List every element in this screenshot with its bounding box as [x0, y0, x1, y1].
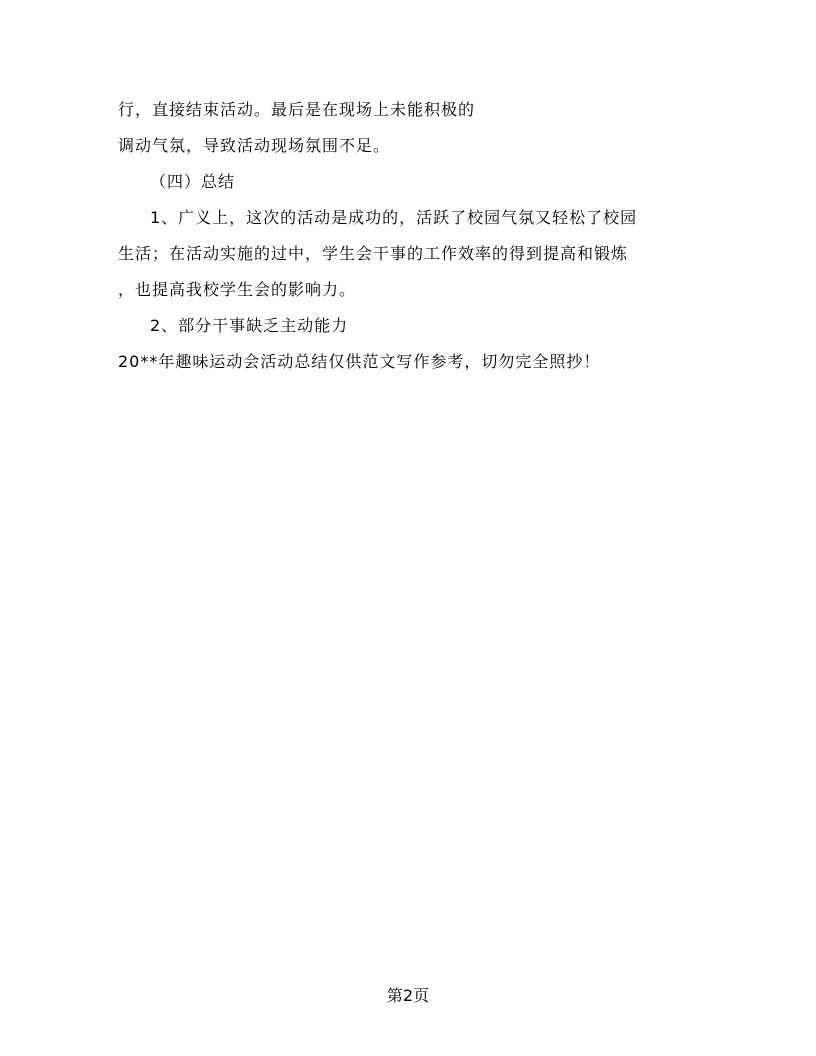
page-number: 第2页 — [386, 986, 430, 1005]
list-item-2: 2、部分干事缺乏主动能力 — [150, 316, 349, 335]
body-line-2: 调动气氛，导致活动现场氛围不足。 — [118, 136, 391, 155]
list-item-1-line-3: ，也提高我校学生会的影响力。 — [118, 280, 357, 299]
list-item-1-line-1: 1、广义上，这次的活动是成功的，活跃了校园气氛又轻松了校园 — [150, 208, 638, 227]
section-heading-summary: （四）总结 — [150, 172, 236, 191]
reference-note: 20**年趣味运动会活动总结仅供范文写作参考，切勿完全照抄！ — [118, 352, 601, 371]
body-line-1: 行，直接结束活动。最后是在现场上未能积极的 — [118, 100, 476, 119]
list-item-1-line-2: 生活；在活动实施的过中，学生会干事的工作效率的得到提高和锻炼 — [118, 244, 629, 263]
